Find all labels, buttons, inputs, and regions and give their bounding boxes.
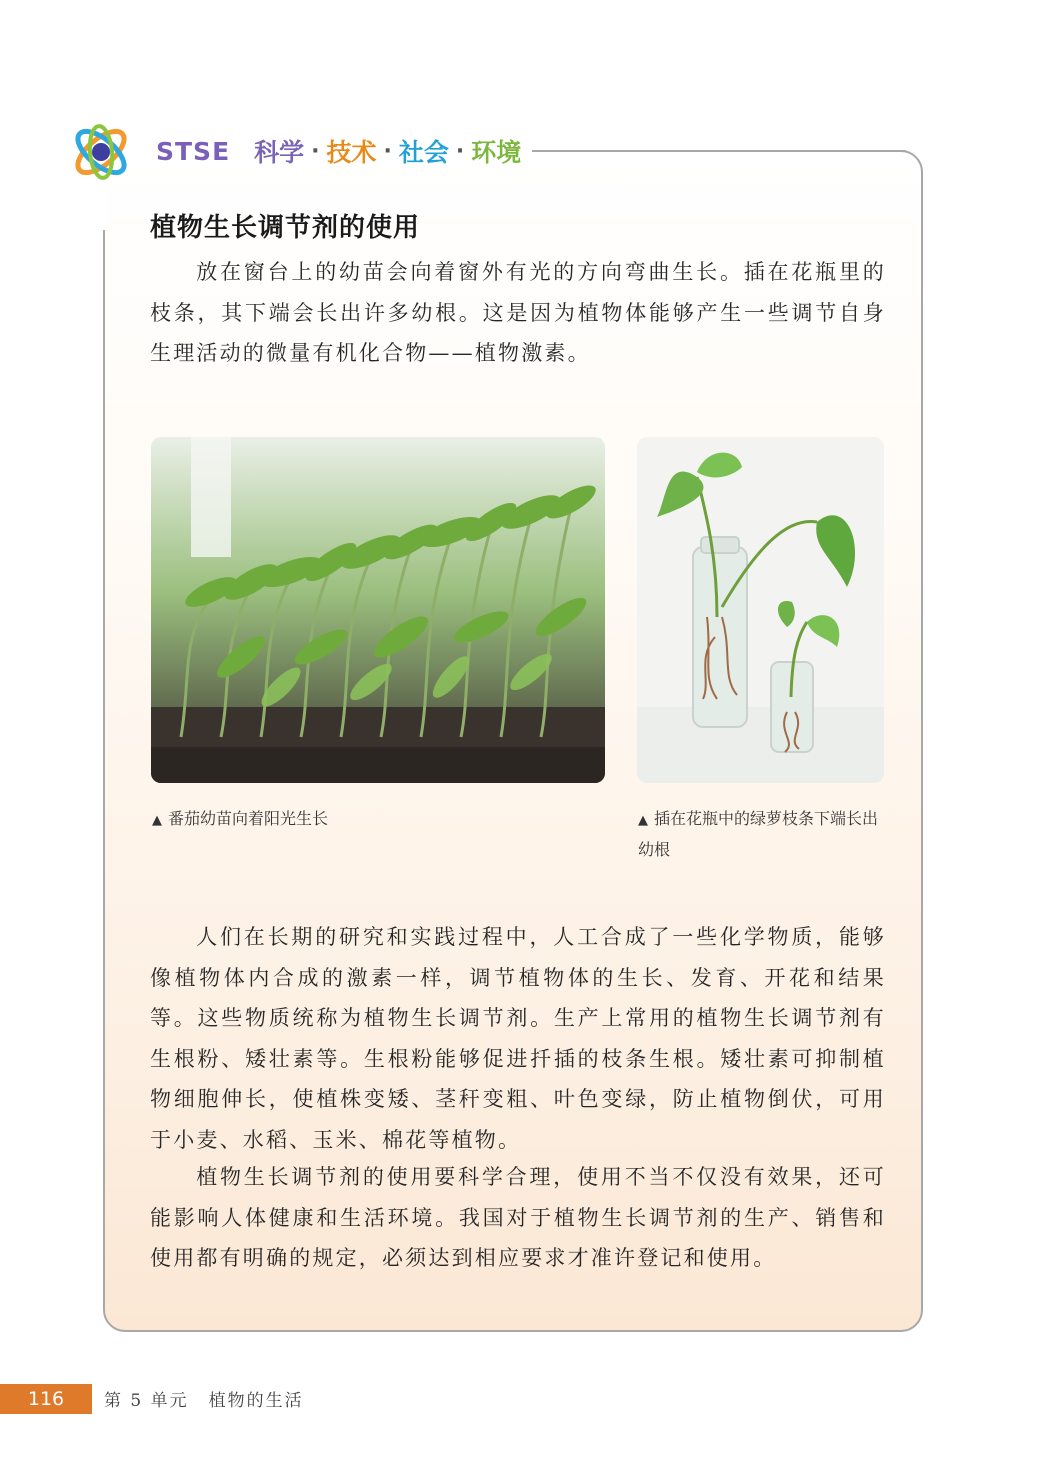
caption-text: 番茄幼苗向着阳光生长 [168, 809, 329, 828]
caption-text: 插在花瓶中的绿萝枝条下端长出幼根 [638, 809, 879, 859]
stse-heading [156, 134, 521, 168]
paragraph-intro: 放在窗台上的幼苗会向着窗外有光的方向弯曲生长。插在花瓶里的枝条，其下端会长出许多幼根。这是因为植物体能够产生一些调节自身生理活动的微量有机化合物——植物激素。 [150, 260, 886, 365]
stse-word-environment: 环境 [471, 138, 522, 167]
header-rule [534, 150, 906, 152]
stse-abbr: STSE [156, 136, 231, 166]
stse-separator: · [455, 138, 465, 164]
page-number: 116 [27, 1388, 65, 1410]
unit-label: 第 5 单元 [104, 1391, 189, 1411]
stse-word-science: 科学 [254, 138, 305, 167]
figure-caption-tomato [152, 804, 452, 835]
stse-word-technology: 技术 [326, 138, 377, 167]
chapter-label: 植物的生活 [208, 1391, 304, 1411]
stse-word-society: 社会 [398, 138, 449, 167]
triangle-marker-icon: ▲ [638, 813, 648, 828]
paragraph-usage: 植物生长调节剂的使用要科学合理，使用不当不仅没有效果，还可能影响人体健康和生活环境。我国对于植物生长调节剂的生产、销售和使用都有明确的规定，必须达到相应要求才准许登记和使用。 [150, 1165, 886, 1270]
stse-separator: · [383, 138, 392, 164]
figure-caption-pothos [638, 804, 888, 864]
atom-logo-icon [70, 122, 132, 182]
triangle-marker-icon: ▲ [152, 813, 162, 828]
pothos-cuttings-photo [637, 437, 884, 783]
section-title: 植物生长调节剂的使用 [150, 213, 421, 243]
paragraph-regulators: 人们在长期的研究和实践过程中，人工合成了一些化学物质，能够像植物体内合成的激素一样，调节植物体的生长、发育、开花和结果等。这些物质统称为植物生长调节剂。生产上常用的植物生长调节剂有生根粉、矮壮素等。生根粉能够促进扦插的枝条生根。矮壮素可抑制植物细胞伸长，使植株变矮、茎秆变粗、叶色变绿，防止植物倒伏，可用于小麦、水稻、玉米、棉花等植物。 [150, 925, 886, 1152]
stse-separator: · [311, 138, 320, 164]
running-footer [104, 1386, 304, 1411]
tomato-seedlings-photo [151, 437, 605, 783]
